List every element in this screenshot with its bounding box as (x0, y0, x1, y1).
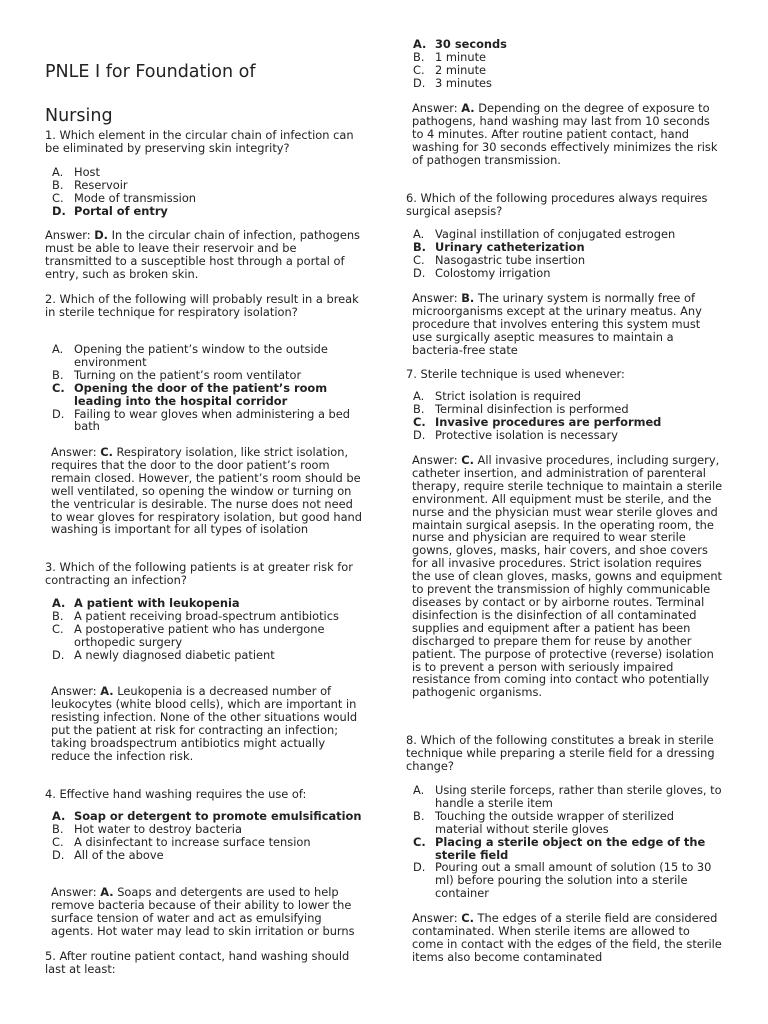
question-5-options (413, 38, 724, 90)
question-1: 1. Which element in the circular chain of infection can be eliminated by preserving skin integrity? (45, 128, 354, 155)
correct-option: A. Soap or detergent to promote emulsification (52, 809, 362, 823)
answer-3: Answer: A. Leukopenia is a decreased number of leukocytes (white blood cells), which are important in resisting infection. None of the other situations would put the patient at risk for contracting an infection; taking broadspectrum antibiotics might actually reduce the infection risk. (51, 684, 358, 763)
option: B. 1 minute (413, 49, 487, 64)
answer-7: Answer: C. All invasive procedures, including surgery, catheter insertion, and administration of parenteral therapy, require sterile technique to maintain a sterile environment. All equipment must be sterile, and the nurse and the physician must wear sterile gloves and maintain surgical asepsis. In the operating room, the nurse and physician are required to wear sterile gowns, gloves, masks, hair covers, and shoe covers for all invasive procedures. Strict isolation requires the use of clean gloves, masks, gowns and equipment to prevent the transmission of highly communicable diseases by contact or by airborne routes. Terminal disinfection is the disinfection of all contaminated supplies and equipment after a patient has been discharged to prepare them for reuse by another patient. The purpose of protective (reverse) isolation is to prevent a person with seriously impaired resistance from coming into contact who potentially pathogenic organisms. (412, 453, 723, 700)
answer-1: Answer: D. In the circular chain of infection, pathogens must be able to leave their reservoir and be transmitted to a susceptible host through a portal of entry, such as broken skin. (45, 228, 360, 281)
option: D. All of the above (52, 847, 164, 862)
option: C. Mode of transmission (52, 190, 197, 205)
question-8: 8. Which of the following constitutes a break in sterile technique while preparing a sterile field for a dressing change? (406, 733, 715, 773)
answer-5: Answer: A. Depending on the degree of exposure to pathogens, hand washing may last from 10 seconds to 4 minutes. After routine patient contact, hand washing for 30 seconds effectively minimizes the risk of pathogen transmission. (412, 101, 718, 167)
answer-2: Answer: C. Respiratory isolation, like strict isolation, requires that the door to the door patient’s room remain closed. However, the patient’s room should be well ventilated, so opening the window or turning on the ventricular is desirable. The nurse does not need to wear gloves for respiratory isolation, but good hand washing is important for all types of isolation (51, 445, 363, 537)
option: B. Terminal disinfection is performed (413, 401, 629, 416)
correct-option: C. Placing a sterile object on the edge of the sterile field (413, 834, 706, 862)
question-2: 2. Which of the following will probably result in a break in sterile technique for respiratory isolation? (45, 292, 359, 319)
option: B. Turning on the patient’s room ventilator (52, 367, 302, 382)
option: C. A postoperative patient who has undergone orthopedic surgery (52, 621, 325, 649)
correct-option: C. Opening the door of the patient’s room leading into the hospital corridor (52, 380, 328, 408)
question-7: 7. Sterile technique is used whenever: (406, 367, 625, 381)
question-3: 3. Which of the following patients is at greater risk for contracting an infection? (45, 560, 353, 587)
question-6-options (413, 228, 724, 280)
correct-option: A. 30 seconds (413, 37, 507, 51)
question-1-options (52, 166, 363, 218)
answer-8: Answer: C. The edges of a sterile field are considered contaminated. When sterile items are allowed to come in contact with the edges of the field, the sterile items also become contaminated (412, 911, 722, 964)
question-2-options (52, 343, 363, 433)
option: A. Using sterile forceps, rather than sterile gloves, to handle a sterile item (413, 783, 722, 810)
question-6: 6. Which of the following procedures always requires surgical asepsis? (406, 191, 708, 218)
option: D. Failing to wear gloves when administering a bed bath (52, 406, 351, 434)
option: A. Vaginal instillation of conjugated estrogen (413, 227, 676, 241)
question-7-options (413, 390, 724, 442)
question-4-options (52, 810, 363, 862)
option: B. Reservoir (52, 177, 128, 192)
option: D. Colostomy irrigation (413, 265, 551, 280)
question-3-options (52, 597, 363, 662)
option: D. 3 minutes (413, 75, 492, 90)
option: C. A disinfectant to increase surface tension (52, 834, 311, 849)
option: A. Host (52, 165, 100, 179)
option: A. Strict isolation is required (413, 389, 581, 403)
document-title-line2: Nursing (45, 106, 113, 126)
correct-option: D. Portal of entry (52, 203, 168, 218)
option: B. A patient receiving broad-spectrum antibiotics (52, 608, 339, 623)
answer-6: Answer: B. The urinary system is normally free of microorganisms except at the urinary meatus. Any procedure that involves entering this system must use surgically aseptic measures to maintain a bacteria-free state (412, 291, 702, 357)
correct-option: B. Urinary catheterization (413, 239, 585, 254)
question-8-options (413, 784, 724, 900)
question-4: 4. Effective hand washing requires the use of: (45, 787, 307, 801)
correct-option: A. A patient with leukopenia (52, 596, 240, 610)
option: B. Hot water to destroy bacteria (52, 821, 242, 836)
option: C. 2 minute (413, 62, 487, 77)
option: B. Touching the outside wrapper of sterilized material without sterile gloves (413, 808, 675, 836)
correct-option: C. Invasive procedures are performed (413, 414, 662, 429)
option: D. A newly diagnosed diabetic patient (52, 647, 275, 662)
answer-4: Answer: A. Soaps and detergents are used to help remove bacteria because of their ability to lower the surface tension of water and act as emulsifying agents. Hot water may lead to skin irritation or burns (51, 885, 355, 938)
option: C. Nasogastric tube insertion (413, 252, 586, 267)
question-5: 5. After routine patient contact, hand washing should last at least: (45, 949, 350, 976)
document-title-line1: PNLE I for Foundation of (45, 62, 256, 82)
option: A. Opening the patient’s window to the outside environment (52, 342, 328, 369)
option: D. Protective isolation is necessary (413, 427, 618, 442)
option: D. Pouring out a small amount of solution (15 to 30 ml) before pouring the solution into a sterile container (413, 860, 712, 901)
